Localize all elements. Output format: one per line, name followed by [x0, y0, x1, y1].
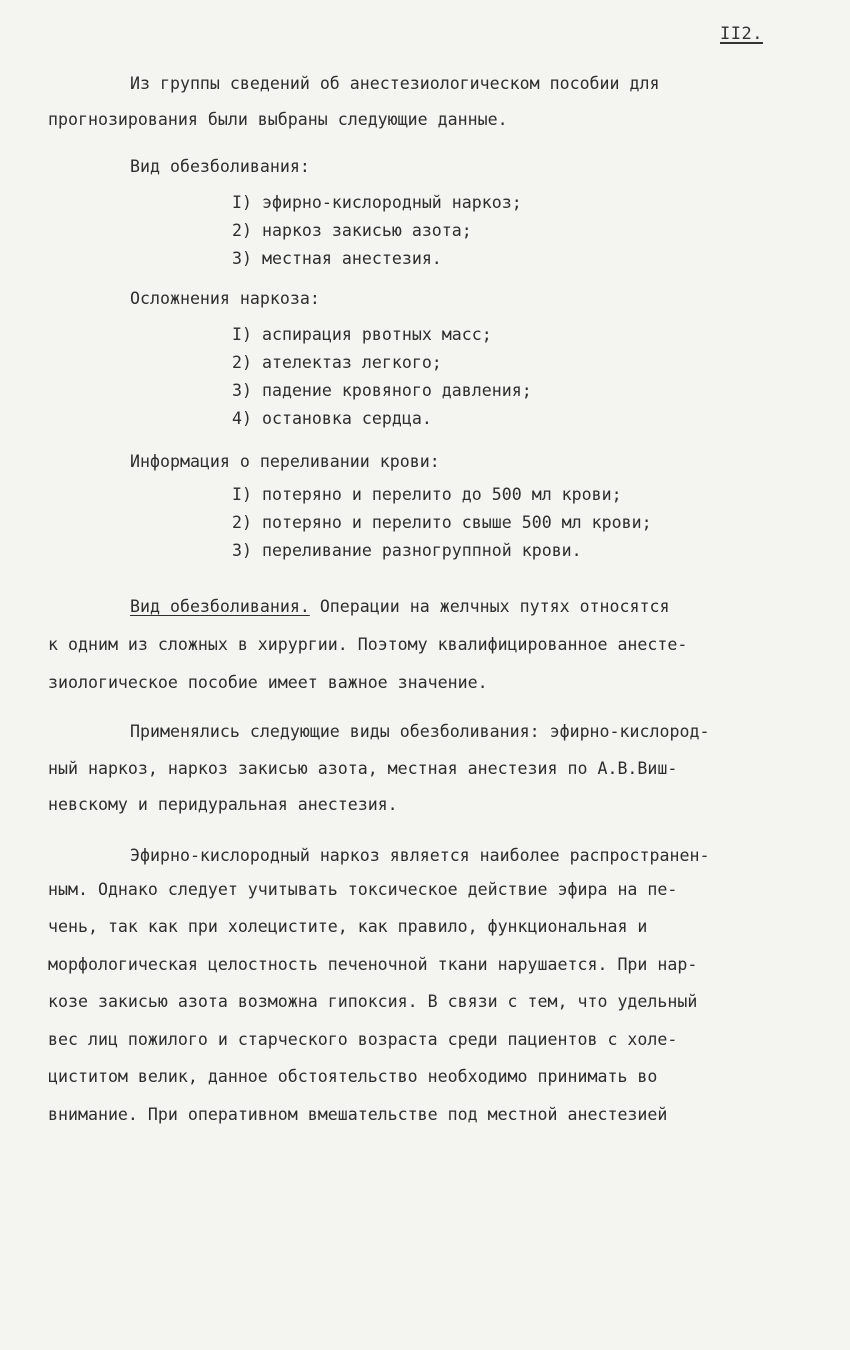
list-item: I) эфирно-кислородный наркоз;	[232, 193, 522, 212]
list-item: I) аспирация рвотных масс;	[232, 325, 492, 344]
paragraph-line: чень, так как при холецистите, как правило, функциональная и	[48, 917, 648, 936]
list-item: 4) остановка сердца.	[232, 409, 432, 428]
list-item: 2) ателектаз легкого;	[232, 353, 442, 372]
list-item: 3) падение кровяного давления;	[232, 381, 532, 400]
paragraph-line: ным. Однако следует учитывать токсическое действие эфира на пе-	[48, 880, 678, 899]
list-item: 2) наркоз закисью азота;	[232, 221, 472, 240]
paragraph-line: морфологическая целостность печеночной ткани нарушается. При нар-	[48, 955, 698, 974]
intro-line-1: Из группы сведений об анестезиологическом пособии для	[130, 74, 660, 93]
paragraph-line: вес лиц пожилого и старческого возраста среди пациентов с холе-	[48, 1030, 678, 1049]
paragraph-line: внимание. При оперативном вмешательстве под местной анестезией	[48, 1105, 668, 1124]
page-number: II2.	[720, 24, 763, 44]
paragraph-line: зиологическое пособие имеет важное значение.	[48, 673, 488, 692]
paragraph-line: невскому и перидуральная анестезия.	[48, 795, 398, 814]
paragraph-line: Эфирно-кислородный наркоз является наиболее распространен-	[130, 846, 710, 865]
list-item: I) потеряно и перелито до 500 мл крови;	[232, 485, 622, 504]
group-heading-complications: Осложнения наркоза:	[130, 289, 320, 308]
paragraph-line: козе закисью азота возможна гипоксия. В связи с тем, что удельный	[48, 992, 698, 1011]
paragraph-line: к одним из сложных в хирургии. Поэтому квалифицированное анесте-	[48, 635, 688, 654]
section-first-line-text: Операции на желчных путях относятся	[309, 597, 670, 616]
section-title: Вид обезболивания.	[130, 597, 310, 616]
list-item: 3) местная анестезия.	[232, 249, 442, 268]
group-heading-transfusion: Информация о переливании крови:	[130, 452, 440, 471]
intro-line-2: прогнозирования были выбраны следующие данные.	[48, 110, 508, 129]
paragraph-line: циститом велик, данное обстоятельство необходимо принимать во	[48, 1067, 658, 1086]
paragraph-line: ный наркоз, наркоз закисью азота, местная анестезия по А.В.Виш-	[48, 759, 678, 778]
group-heading-anesthesia-type: Вид обезболивания:	[130, 157, 310, 176]
paragraph-line: Применялись следующие виды обезболивания: эфирно-кислород-	[130, 722, 710, 741]
section-first-line	[130, 597, 669, 617]
list-item: 2) потеряно и перелито свыше 500 мл крови;	[232, 513, 652, 532]
list-item: 3) переливание разногруппной крови.	[232, 541, 582, 560]
